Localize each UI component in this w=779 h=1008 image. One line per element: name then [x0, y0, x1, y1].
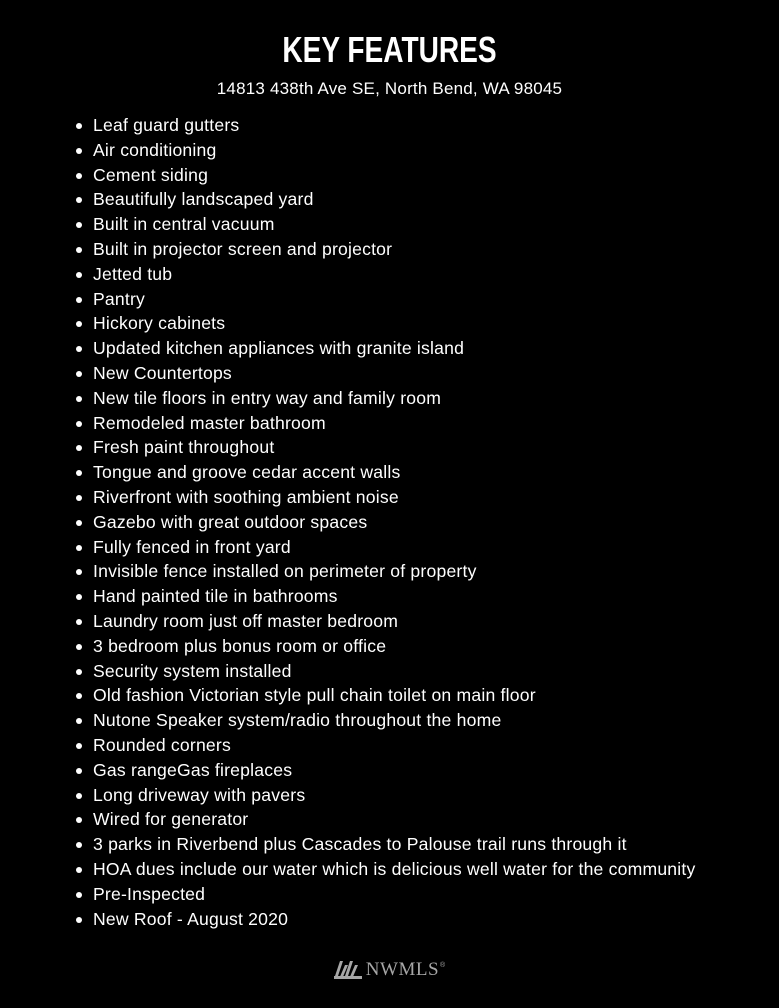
bullet-icon	[76, 594, 82, 600]
feature-list-item	[76, 659, 696, 684]
bullet-icon	[76, 817, 82, 823]
feature-list-item	[76, 758, 696, 783]
feature-list-item	[76, 609, 696, 634]
bullet-icon	[76, 619, 82, 625]
bullet-icon	[76, 718, 82, 724]
bullet-icon	[76, 495, 82, 501]
bullet-icon	[76, 297, 82, 303]
property-address: 14813 438th Ave SE, North Bend, WA 98045	[216, 79, 563, 98]
feature-list-item	[76, 907, 696, 932]
feature-list-item	[76, 138, 696, 163]
feature-text: New Roof - August 2020	[93, 908, 289, 929]
feature-text: Old fashion Victorian style pull chain toilet on main floor	[93, 685, 536, 706]
feature-list-item	[76, 733, 696, 758]
features-list	[76, 113, 696, 931]
feature-text: Fresh paint throughout	[93, 437, 275, 458]
bullet-icon	[76, 867, 82, 873]
bullet-icon	[76, 123, 82, 129]
bullet-icon	[76, 569, 82, 575]
bullet-icon	[76, 768, 82, 774]
feature-list-item	[76, 336, 696, 361]
feature-text: Remodeled master bathroom	[93, 412, 326, 433]
feature-list-item	[76, 510, 696, 535]
feature-text: 3 bedroom plus bonus room or office	[93, 635, 387, 656]
feature-text: Nutone Speaker system/radio throughout the home	[93, 710, 502, 731]
trademark-symbol: ®	[440, 962, 446, 969]
bullet-icon	[76, 421, 82, 427]
bullet-icon	[76, 445, 82, 451]
feature-list-item	[76, 113, 696, 138]
feature-list-item	[76, 634, 696, 659]
bullet-icon	[76, 148, 82, 154]
bullet-icon	[76, 693, 82, 699]
bullet-icon	[76, 743, 82, 749]
bullet-icon	[76, 793, 82, 799]
page-title: KEY FEATURES	[282, 29, 497, 70]
bullet-icon	[76, 272, 82, 278]
feature-text: New Countertops	[93, 362, 232, 383]
feature-text: Cement siding	[93, 164, 209, 185]
feature-text: Gas rangeGas fireplaces	[93, 759, 293, 780]
feature-list-item	[76, 187, 696, 212]
bullet-icon	[76, 917, 82, 923]
feature-list-item	[76, 212, 696, 237]
feature-text: HOA dues include our water which is delicious well water for the community	[93, 858, 696, 879]
feature-list-item	[76, 163, 696, 188]
feature-list-item	[76, 807, 696, 832]
feature-text: Air conditioning	[93, 139, 217, 160]
feature-text: Security system installed	[93, 660, 292, 681]
nwmls-watermark	[0, 958, 779, 982]
feature-text: Riverfront with soothing ambient noise	[93, 486, 399, 507]
bullet-icon	[76, 371, 82, 377]
feature-list-item	[76, 386, 696, 411]
feature-list-item	[76, 262, 696, 287]
feature-list-item	[76, 460, 696, 485]
feature-list-item	[76, 237, 696, 262]
feature-text: Leaf guard gutters	[93, 115, 240, 135]
bullet-icon	[76, 644, 82, 650]
bullet-icon	[76, 346, 82, 352]
feature-text: Invisible fence installed on perimeter of property	[93, 561, 477, 582]
nwmls-logo-icon	[334, 959, 366, 981]
feature-text: Fully fenced in front yard	[93, 536, 291, 557]
feature-text: Beautifully landscaped yard	[93, 189, 314, 210]
feature-list-item	[76, 783, 696, 808]
bullet-icon	[76, 669, 82, 675]
bullet-icon	[76, 396, 82, 402]
feature-list-item	[76, 882, 696, 907]
feature-list-item	[76, 559, 696, 584]
feature-text: Hand painted tile in bathrooms	[93, 586, 338, 607]
feature-text: Wired for generator	[93, 809, 249, 830]
feature-list-item	[76, 708, 696, 733]
feature-text: Updated kitchen appliances with granite island	[93, 338, 465, 359]
bullet-icon	[76, 173, 82, 179]
bullet-icon	[76, 321, 82, 327]
bullet-icon	[76, 842, 82, 848]
feature-text: Rounded corners	[93, 734, 231, 755]
bullet-icon	[76, 222, 82, 228]
feature-text: Long driveway with pavers	[93, 784, 306, 805]
feature-list-item	[76, 857, 696, 882]
bullet-icon	[76, 892, 82, 898]
feature-list-item	[76, 535, 696, 560]
feature-text: Pre-Inspected	[93, 883, 206, 904]
nwmls-logo-text: NWMLS	[365, 959, 440, 980]
feature-list-item	[76, 361, 696, 386]
feature-text: Built in central vacuum	[93, 214, 275, 235]
feature-text: Built in projector screen and projector	[93, 238, 393, 259]
bullet-icon	[76, 197, 82, 203]
feature-list-item	[76, 683, 696, 708]
feature-text: Tongue and groove cedar accent walls	[93, 462, 401, 483]
feature-text: 3 parks in Riverbend plus Cascades to Palouse trail runs through it	[93, 834, 627, 855]
feature-text: Laundry room just off master bedroom	[93, 610, 399, 631]
feature-text: Pantry	[93, 288, 146, 309]
feature-text: Gazebo with great outdoor spaces	[93, 511, 368, 532]
feature-list-item	[76, 832, 696, 857]
bullet-icon	[76, 520, 82, 526]
feature-text: New tile floors in entry way and family room	[93, 387, 442, 408]
bullet-icon	[76, 470, 82, 476]
bullet-icon	[76, 247, 82, 253]
feature-list-item	[76, 287, 696, 312]
feature-text: Jetted tub	[93, 263, 173, 284]
feature-list-item	[76, 411, 696, 436]
feature-list-item	[76, 435, 696, 460]
feature-list-item	[76, 311, 696, 336]
feature-list-item	[76, 584, 696, 609]
bullet-icon	[76, 545, 82, 551]
feature-text: Hickory cabinets	[93, 313, 226, 334]
feature-list-item	[76, 485, 696, 510]
